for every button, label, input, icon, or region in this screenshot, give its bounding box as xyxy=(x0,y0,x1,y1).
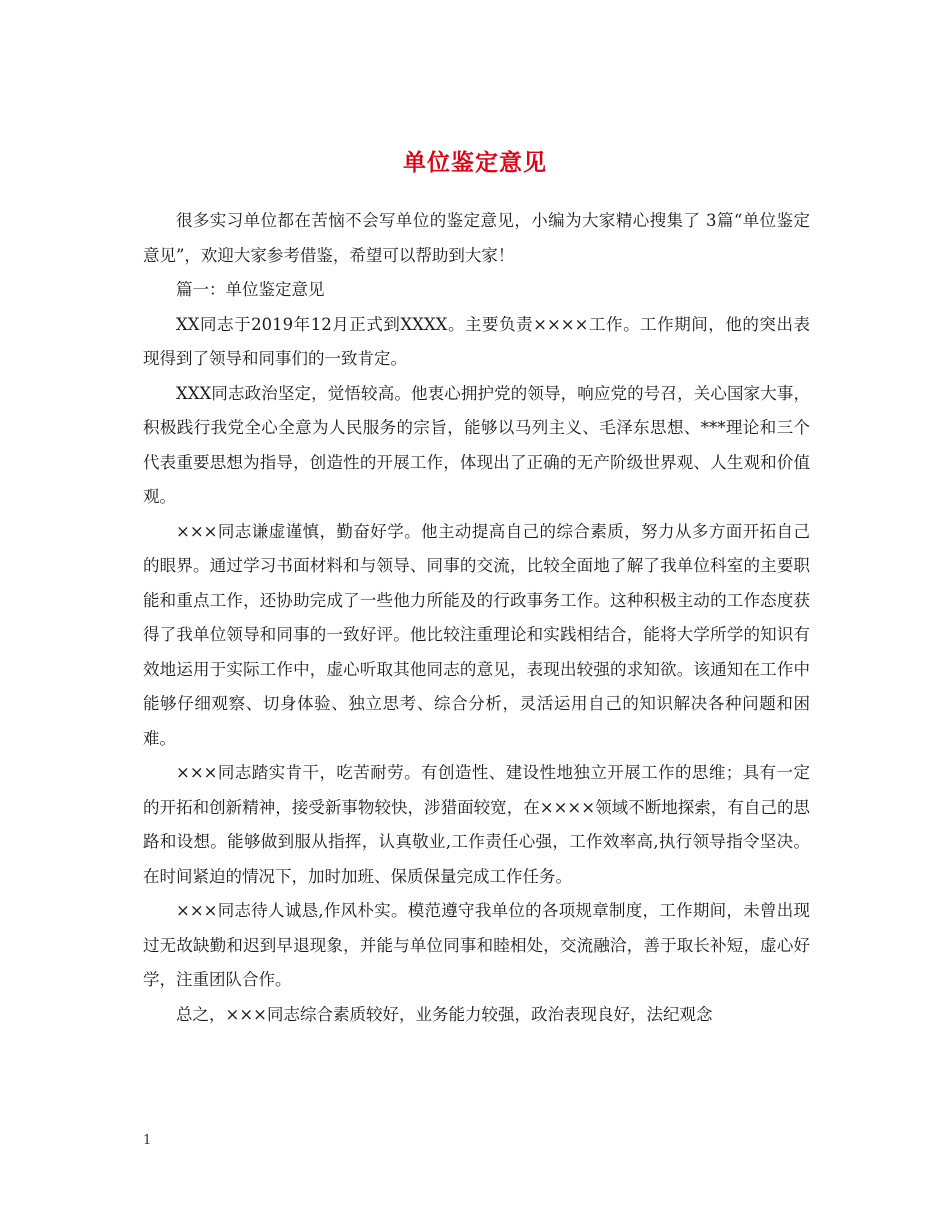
body-paragraph: ×××同志待人诚恳,作风朴实。模范遵守我单位的各项规章制度，工作期间，未曾出现过无故缺勤和迟到早退现象，并能与单位同事和睦相处，交流融洽，善于取长补短，虚心好学，注重团队合作。 xyxy=(143,901,810,989)
body-paragraph: ×××同志踏实肯干，吃苦耐劳。有创造性、建设性地独立开展工作的思维；具有一定的开拓和创新精神，接受新事物较快，涉猎面较宽，在××××领域不断地探索，有自己的思路和设想。能够做到服从指挥，认真敬业,工作责任心强，工作效率高,执行领导指令坚决。在时间紧迫的情况下，加时加班、保质保量完成工作任务。 xyxy=(143,763,810,886)
page-number: 1 xyxy=(143,1133,152,1148)
body-paragraph: 总之，×××同志综合素质较好，业务能力较强，政治表现良好，法纪观念 xyxy=(176,1004,713,1024)
body-paragraph: XXX同志政治坚定，觉悟较高。他衷心拥护党的领导，响应党的号召，关心国家大事，积极践行我党全心全意为人民服务的宗旨，能够以马列主义、毛泽东思想、***理论和三个代表重要思想为指导，创造性的开展工作，体现出了正确的无产阶级世界观、人生观和价值观。 xyxy=(143,383,810,506)
body-paragraph: XX同志于2019年12月正式到XXXX。主要负责××××工作。工作期间，他的突出表现得到了领导和同事们的一致肯定。 xyxy=(143,314,810,368)
document-body xyxy=(143,204,810,1032)
page-title: 单位鉴定意见 xyxy=(403,149,547,177)
section-heading: 篇一：单位鉴定意见 xyxy=(176,280,325,299)
body-paragraph: ×××同志谦虚谨慎，勤奋好学。他主动提高自己的综合素质，努力从多方面开拓自己的眼界。通过学习书面材料和与领导、同事的交流，比较全面地了解了我单位科室的主要职能和重点工作，还协助完成了一些他力所能及的行政事务工作。这种积极主动的工作态度获得了我单位领导和同事的一致好评。他比较注重理论和实践相结合，能将大学所学的知识有效地运用于实际工作中，虚心听取其他同志的意见，表现出较强的求知欲。该通知在工作中能够仔细观察、切身体验、独立思考、综合分析，灵活运用自己的知识解决各种问题和困难。 xyxy=(143,521,810,748)
intro-paragraph: 很多实习单位都在苦恼不会写单位的鉴定意见，小编为大家精心搜集了 3篇“单位鉴定意见”，欢迎大家参考借鉴，希望可以帮助到大家！ xyxy=(143,211,810,265)
